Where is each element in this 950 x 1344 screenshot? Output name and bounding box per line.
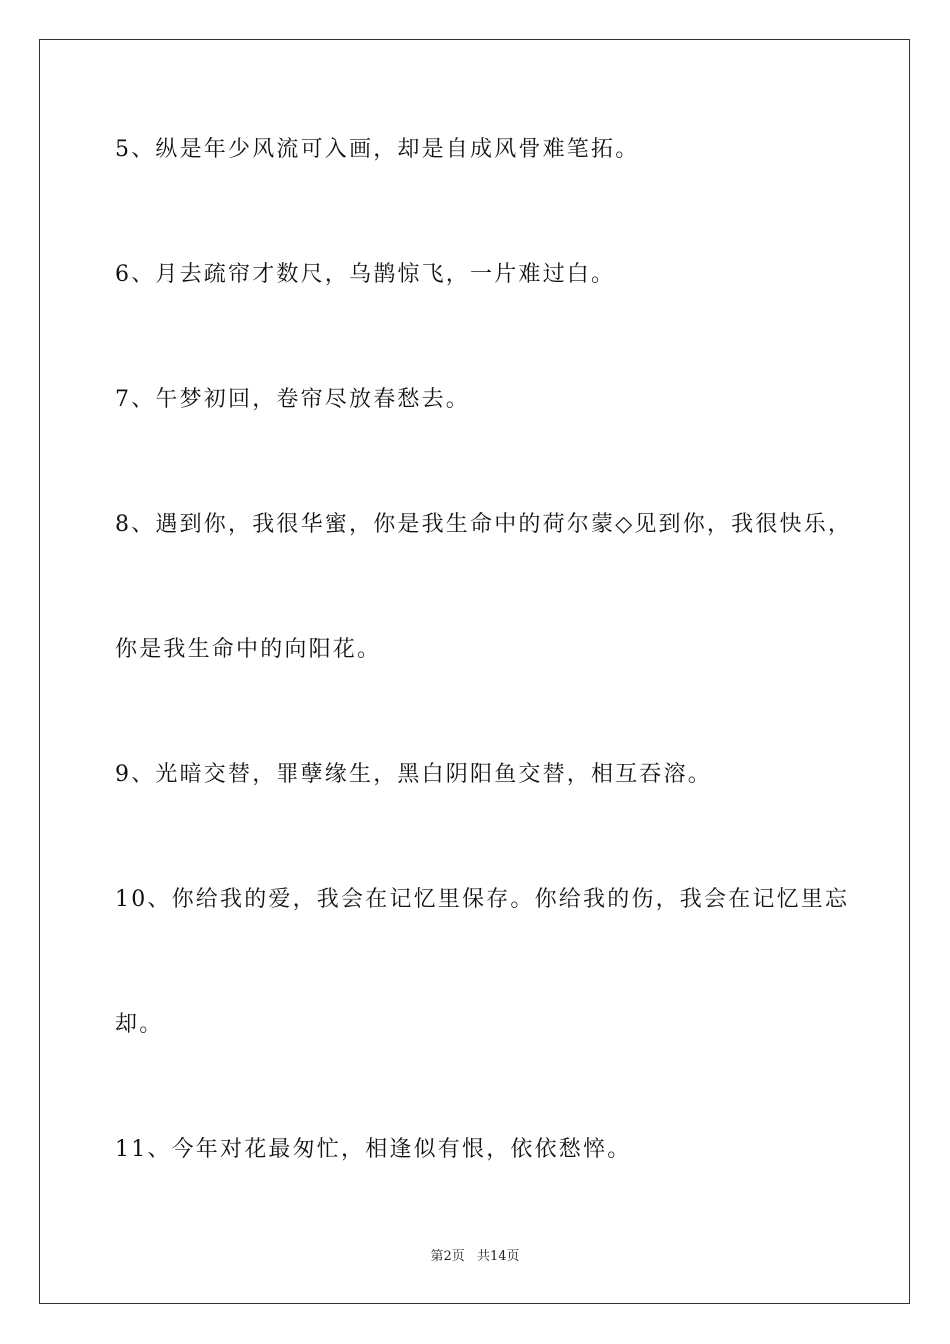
text-line-8: 8、遇到你，我很华蜜，你是我生命中的荷尔蒙◇见到你，我很快乐， xyxy=(115,512,853,537)
page-footer xyxy=(0,1250,950,1263)
text-line-6: 6、月去疏帘才数尺，乌鹊惊飞，一片难过白。 xyxy=(115,262,616,287)
text-line-9: 9、光暗交替，罪孽缘生，黑白阴阳鱼交替，相互吞溶。 xyxy=(115,762,712,787)
text-line-7: 7、午梦初回，卷帘尽放春愁去。 xyxy=(115,387,470,412)
page-number: 第2页 xyxy=(430,1249,465,1264)
text-line-11: 11、今年对花最匆忙，相逢似有恨，依依愁悴。 xyxy=(115,1137,632,1162)
text-line-5: 5、纵是年少风流可入画，却是自成风骨难笔拓。 xyxy=(115,137,640,162)
text-line-10: 10、你给我的爱，我会在记忆里保存。你给我的伤，我会在记忆里忘 xyxy=(115,887,850,912)
text-line-10-continued: 却。 xyxy=(115,1012,164,1037)
total-pages: 共14页 xyxy=(476,1249,520,1264)
text-line-8-continued: 你是我生命中的向阳花。 xyxy=(115,637,382,662)
page-border xyxy=(39,39,910,1304)
